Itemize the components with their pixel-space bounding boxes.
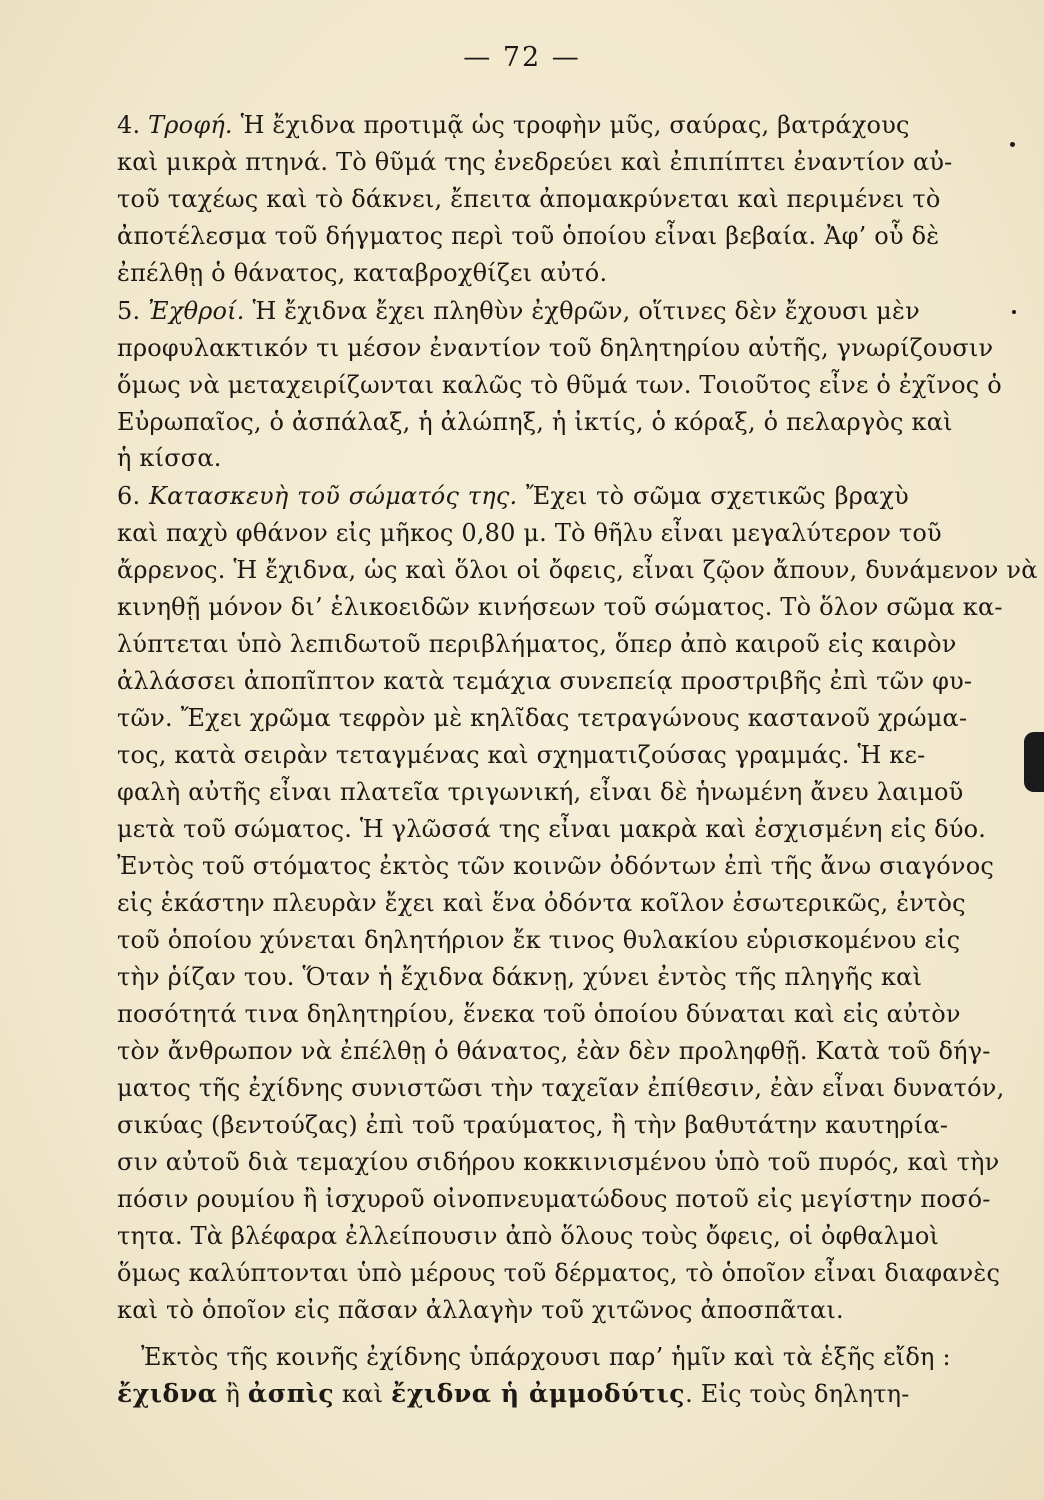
section-number: 4. — [117, 111, 141, 139]
bold-term: ἔχιδνα — [117, 1379, 218, 1408]
section-title: Τροφή. — [148, 111, 233, 139]
line-text: καὶ — [334, 1380, 392, 1408]
line-text: Ἡ ἔχιδνα προτιμᾷ ὡς τροφὴν μῦς, σαύρας, βατράχους — [232, 111, 910, 139]
text-line — [117, 108, 909, 142]
text-line: προφυλακτικόν τι μέσον ἐναντίον τοῦ δηλητηρίου αὐτῆς, γνωρίζουσιν — [117, 334, 994, 362]
section-title: Κατασκευὴ τοῦ σώματός της. — [149, 482, 518, 510]
text-line — [117, 1377, 909, 1411]
text-line: τητα. Τὰ βλέφαρα ἐλλείπουσιν ἀπὸ ὅλους τοὺς ὄφεις, οἱ ὀφθαλμοὶ — [117, 1222, 940, 1250]
text-line: κινηθῇ μόνον δι’ ἑλικοειδῶν κινήσεων τοῦ σώματος. Τὸ ὅλον σῶμα κα- — [117, 593, 1003, 621]
text-line: εἰς ἑκάστην πλευρὰν ἔχει καὶ ἕνα ὀδόντα κοῖλον ἐσωτερικῶς, ἐντὸς — [117, 889, 966, 917]
line-text: Ἡ ἔχιδνα ἔχει πληθὺν ἐχθρῶν, οἵτινες δὲν ἔχουσι μὲν — [244, 297, 920, 325]
text-line: τος, κατὰ σειρὰν τεταγμένας καὶ σχηματιζούσας γραμμάς. Ἡ κε- — [117, 741, 926, 769]
text-line: ὅμως νὰ μεταχειρίζωνται καλῶς τὸ θῦμά των. Τοιοῦτος εἶνε ὁ ἐχῖνος ὁ — [117, 371, 1002, 399]
page-number: — 72 — — [463, 42, 581, 73]
text-line: καὶ μικρὰ πτηνά. Τὸ θῦμά της ἐνεδρεύει καὶ ἐπιπίπτει ἐναντίον αὐ- — [117, 148, 953, 176]
section-number: 5. — [117, 297, 141, 325]
bold-term: ἀσπὶς — [247, 1379, 335, 1408]
text-line: ποσότητά τινα δηλητηρίου, ἕνεκα τοῦ ὁποίου δύναται καὶ εἰς αὐτὸν — [117, 1000, 961, 1028]
text-line: μετὰ τοῦ σώματος. Ἡ γλῶσσά της εἶναι μακρὰ καὶ ἐσχισμένη εἰς δύο. — [117, 815, 987, 843]
text-line: ἄρρενος. Ἡ ἔχιδνα, ὡς καὶ ὅλοι οἱ ὄφεις, εἶναι ζῷον ἄπουν, δυνάμενον νὰ — [117, 556, 1038, 584]
text-line: ματος τῆς ἐχίδνης συνιστῶσι τὴν ταχεῖαν ἐπίθεσιν, ἐὰν εἶναι δυνατόν, — [117, 1074, 1005, 1102]
text-line: τοῦ ὁποίου χύνεται δηλητήριον ἔκ τινος θυλακίου εὑρισκομένου εἰς — [117, 926, 961, 954]
line-text: Ἔχει τὸ σῶμα σχετικῶς βραχὺ — [517, 482, 909, 510]
text-line — [117, 479, 909, 513]
text-line — [117, 294, 920, 328]
ink-speck — [1012, 310, 1016, 314]
section-title: Ἐχθροί. — [148, 297, 245, 325]
text-line: ὅμως καλύπτονται ὑπὸ μέρους τοῦ δέρματος, τὸ ὁποῖον εἶναι διαφανὲς — [117, 1259, 1001, 1287]
text-line: σικύας (βεντούζας) ἐπὶ τοῦ τραύματος, ἢ τὴν βαθυτάτην καυτηρία- — [117, 1111, 949, 1139]
text-line: ἀλλάσσει ἀποπῖπτον κατὰ τεμάχια συνεπείᾳ προστριβῆς ἐπὶ τῶν φυ- — [117, 667, 973, 695]
text-line: καὶ παχὺ φθάνον εἰς μῆκος 0,80 μ. Τὸ θῆλυ εἶναι μεγαλύτερον τοῦ — [117, 519, 942, 547]
text-line: τοῦ ταχέως καὶ τὸ δάκνει, ἔπειτα ἀπομακρύνεται καὶ περιμένει τὸ — [117, 185, 941, 213]
ink-speck — [1010, 142, 1015, 147]
text-line: ἀποτέλεσμα τοῦ δήγματος περὶ τοῦ ὁποίου εἶναι βεβαία. Ἀφ’ οὗ δὲ — [117, 222, 940, 250]
line-text: . Εἰς τοὺς δηλητη- — [685, 1380, 910, 1408]
text-line: ἡ κίσσα. — [117, 444, 222, 472]
text-line: Εὐρωπαῖος, ὁ ἀσπάλαξ, ἡ ἀλώπηξ, ἡ ἰκτίς, ὁ κόραξ, ὁ πελαργὸς καὶ — [117, 408, 953, 436]
bold-term: ἔχιδνα ἡ ἀμμοδύτις — [391, 1379, 686, 1408]
text-line: τὴν ῥίζαν του. Ὅταν ἡ ἔχιδνα δάκνῃ, χύνει ἐντὸς τῆς πληγῆς καὶ — [117, 963, 923, 991]
text-line: πόσιν ρουμίου ἢ ἰσχυροῦ οἰνοπνευματώδους ποτοῦ εἰς μεγίστην ποσό- — [117, 1185, 991, 1213]
text-line: φαλὴ αὐτῆς εἶναι πλατεῖα τριγωνική, εἶναι δὲ ἡνωμένη ἄνευ λαιμοῦ — [117, 778, 964, 806]
section-number: 6. — [117, 482, 141, 510]
text-line: λύπτεται ὑπὸ λεπιδωτοῦ περιβλήματος, ὅπερ ἀπὸ καιροῦ εἰς καιρὸν — [117, 630, 957, 658]
line-text: ἢ — [217, 1380, 248, 1408]
ink-blot — [1024, 732, 1044, 792]
text-line: τὸν ἄνθρωπον νὰ ἐπέλθῃ ὁ θάνατος, ἐὰν δὲν προληφθῇ. Κατὰ τοῦ δήγ- — [117, 1037, 991, 1065]
text-line: Ἐντὸς τοῦ στόματος ἐκτὸς τῶν κοινῶν ὀδόντων ἐπὶ τῆς ἄνω σιαγόνος — [117, 852, 994, 880]
text-line: ἐπέλθῃ ὁ θάνατος, καταβροχθίζει αὐτό. — [117, 259, 608, 287]
text-line: Ἐκτὸς τῆς κοινῆς ἐχίδνης ὑπάρχουσι παρ’ ἡμῖν καὶ τὰ ἑξῆς εἴδη : — [141, 1343, 951, 1371]
text-line: τῶν. Ἔχει χρῶμα τεφρὸν μὲ κηλῖδας τετραγώνους καστανοῦ χρώμα- — [117, 704, 968, 732]
text-line: σιν αὐτοῦ διὰ τεμαχίου σιδήρου κοκκινισμένου ὑπὸ τοῦ πυρός, καὶ τὴν — [117, 1148, 1000, 1176]
text-line: καὶ τὸ ὁποῖον εἰς πᾶσαν ἀλλαγὴν τοῦ χιτῶνος ἀποσπᾶται. — [117, 1296, 844, 1324]
